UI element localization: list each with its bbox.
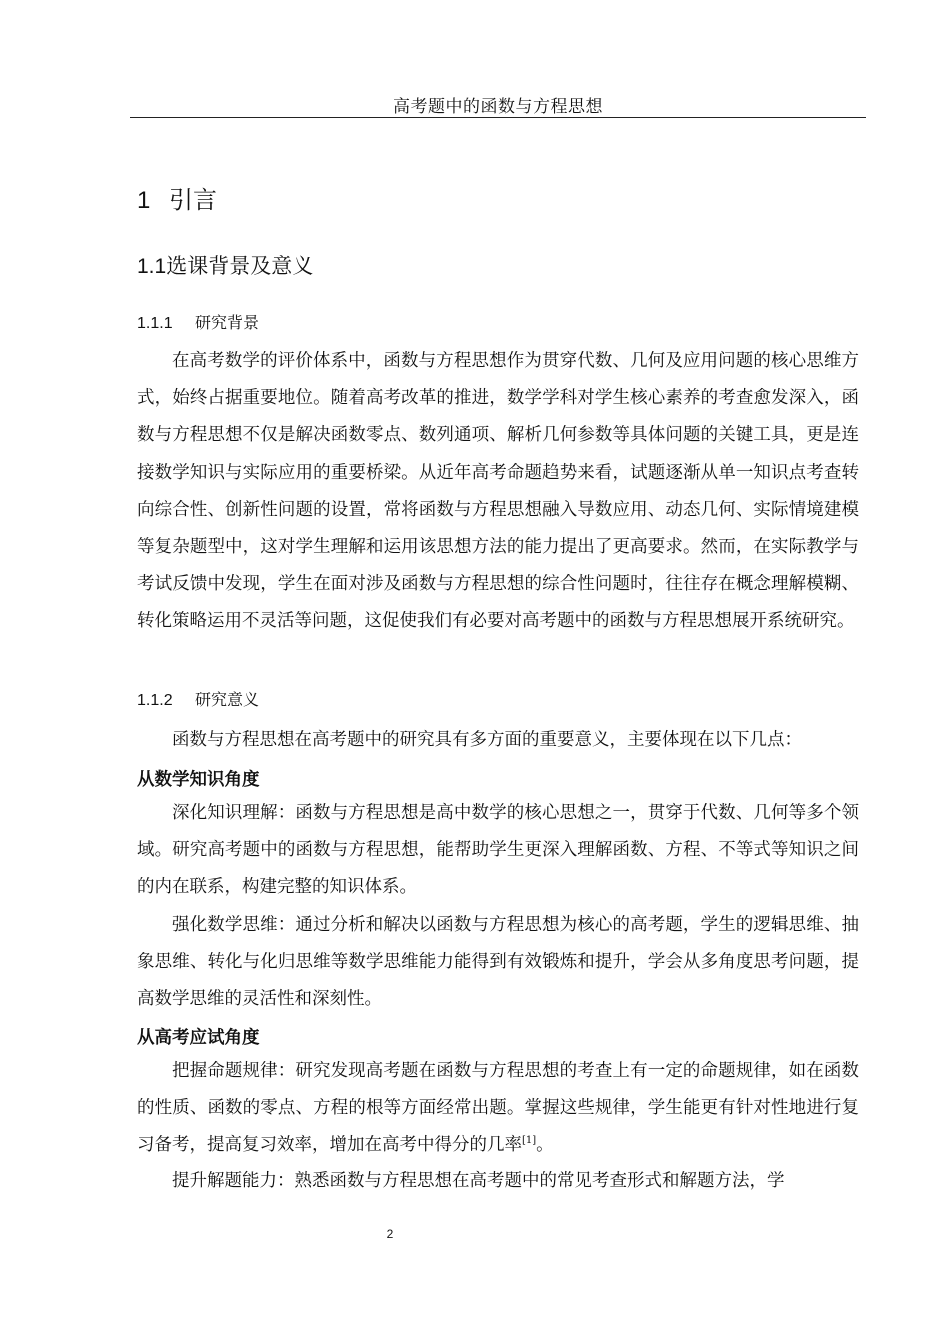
header-rule: [130, 117, 866, 118]
subsection-number: 1.1.2: [137, 692, 173, 709]
subsection-heading-background: [137, 310, 259, 333]
paragraph-end: 。: [536, 1135, 554, 1156]
paragraph-improve-ability: 提升解题能力：熟悉函数与方程思想在高考题中的常见考查形式和解题方法，学: [172, 1171, 785, 1191]
subsection-heading-significance: [137, 687, 259, 710]
paragraph-strengthen-thinking: 强化数学思维：通过分析和解决以函数与方程思想为核心的高考题，学生的逻辑思维、抽象思维、转化与化归思维等数学思维能力能得到有效锻炼和提升，学会从多角度思考问题，提高数学思维的灵活性和深刻性。: [137, 915, 859, 1010]
chapter-title: 引言: [169, 187, 217, 214]
chapter-heading: [137, 180, 217, 215]
page-number: 2: [386, 1227, 394, 1241]
chapter-number: 1: [137, 187, 151, 214]
subsection-number: 1.1.1: [137, 315, 173, 332]
paragraph-deepen-understanding: 深化知识理解：函数与方程思想是高中数学的核心思想之一，贯穿于代数、几何等多个领域。研究高考题中的函数与方程思想，能帮助学生更深入理解函数、方程、不等式等知识之间的内在联系，构建完整的知识体系。: [137, 803, 859, 898]
bold-heading-knowledge: 从数学知识角度: [137, 770, 260, 790]
subsection-title: 研究意义: [195, 692, 260, 709]
citation-marker: [1]: [522, 1135, 537, 1147]
subsection-title: 研究背景: [195, 315, 260, 332]
running-header: 高考题中的函数与方程思想: [393, 97, 603, 117]
section-heading: 1.1选课背景及意义: [137, 255, 314, 278]
paragraph-background: 在高考数学的评价体系中，函数与方程思想作为贯穿代数、几何及应用问题的核心思维方式，始终占据重要地位。随着高考改革的推进，数学学科对学生核心素养的考查愈发深入，函数与方程思想不仅是解决函数零点、数列通项、解析几何参数等具体问题的关键工具，更是连接数学知识与实际应用的重要桥梁。从近年高考命题趋势来看，试题逐渐从单一知识点考查转向综合性、创新性问题的设置，常将函数与方程思想融入导数应用、动态几何、实际情境建模等复杂题型中，这对学生理解和运用该思想方法的能力提出了更高要求。然而，在实际教学与考试反馈中发现，学生在面对涉及函数与方程思想的综合性问题时，往往存在概念理解模糊、转化策略运用不灵活等问题，这促使我们有必要对高考题中的函数与方程思想展开系统研究。: [137, 351, 859, 632]
paragraph-significance-intro: 函数与方程思想在高考题中的研究具有多方面的重要意义，主要体现在以下几点：: [172, 730, 802, 750]
paragraph-text: 把握命题规律：研究发现高考题在函数与方程思想的考查上有一定的命题规律，如在函数的性质、函数的零点、方程的根等方面经常出题。掌握这些规律，学生能更有针对性地进行复习备考，提高复习效率，增加在高考中得分的几率: [137, 1061, 859, 1156]
bold-heading-exam: 从高考应试角度: [137, 1028, 260, 1048]
paragraph-grasp-patterns: [137, 1053, 859, 1165]
